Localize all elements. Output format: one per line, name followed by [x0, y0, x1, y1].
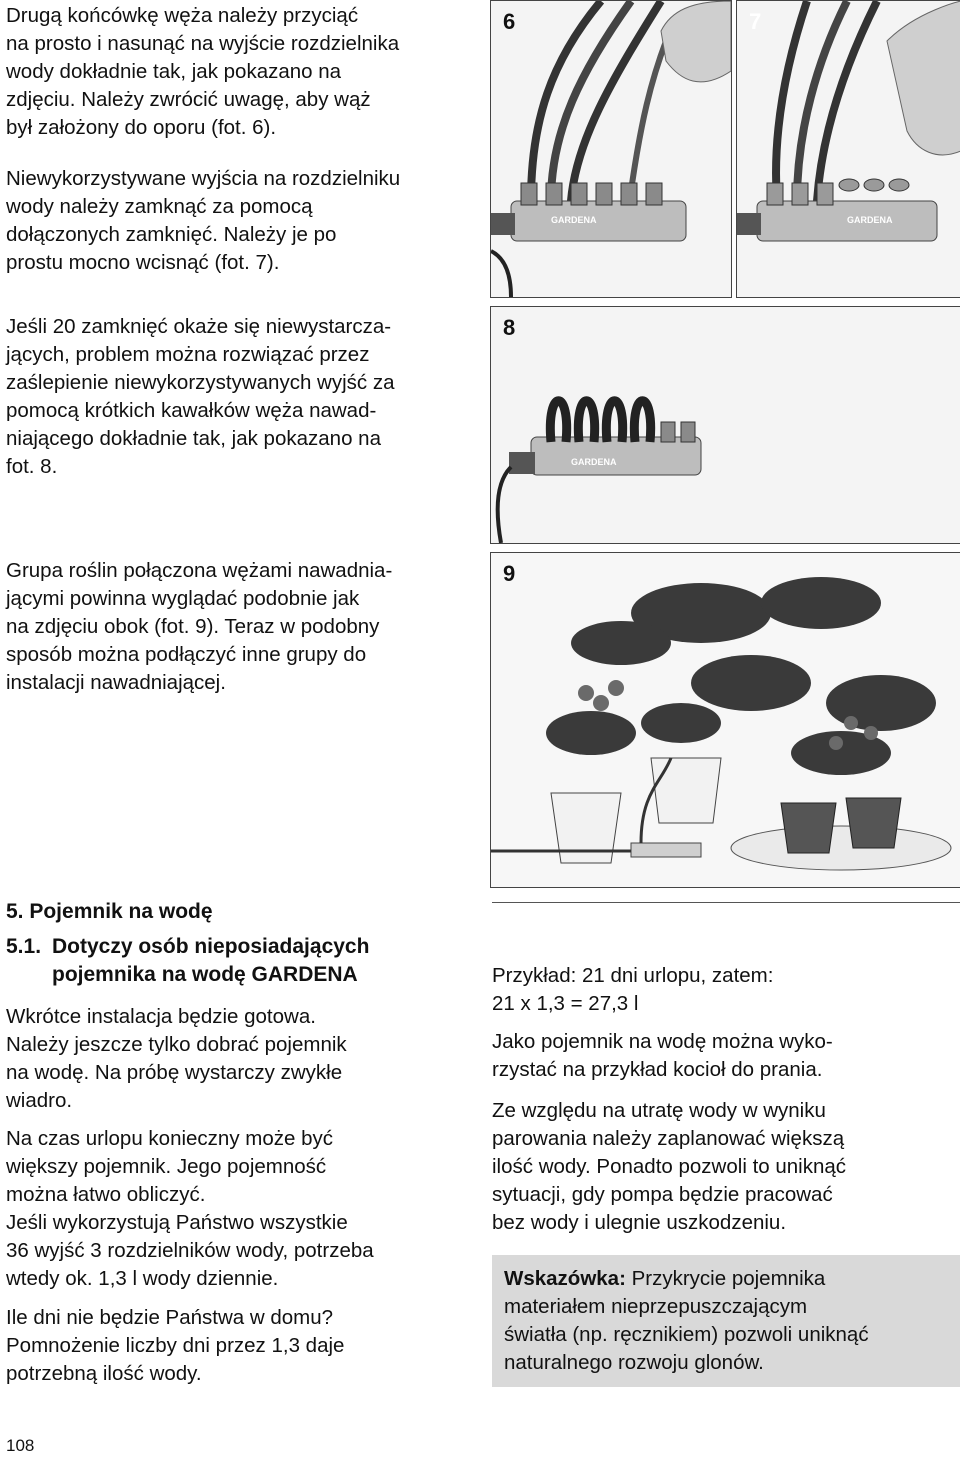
- photo-label: 9: [503, 561, 516, 586]
- paragraph-container-intro: Wkrótce instalacja będzie gotowa. Należy jeszcze tylko dobrać pojemnik na wodę. Na próbę wystarczy zwykłe wiadro.: [6, 1005, 347, 1112]
- photo-label: 8: [503, 315, 516, 340]
- photo-fot-6: [490, 0, 732, 298]
- paragraph-unused-outlets: Niewykorzystywane wyjścia na rozdzielniku wody należy zamknąć za pomocą dołączonych zamknięć. Należy je po prostu mocno wcisnąć (fot. 7).: [6, 167, 401, 274]
- tip-box: [492, 1255, 960, 1387]
- paragraph-plant-group: Grupa roślin połączona wężami nawadnia- jącymi powinna wyglądać podobnie jak na zdjęciu obok (fot. 9). Teraz w podobny sposób można podłączyć inne grupy do instalacji nawadniającej.: [6, 559, 393, 694]
- subsection-number: 5.1.: [6, 935, 42, 958]
- brand-logo: GARDENA: [571, 457, 617, 467]
- photo-label: 7: [749, 9, 762, 34]
- photo-fot-9: [490, 552, 960, 888]
- subsection-heading: Dotyczy osób nieposiadających pojemnika na wodę GARDENA: [52, 935, 370, 986]
- photo-fot-7: [736, 0, 960, 298]
- tip-text: Przykrycie pojemnika materiałem nieprzepuszczającym światła (np. ręcznikiem) pozwoli uniknąć naturalnego rozwoju glonów.: [504, 1267, 869, 1374]
- brand-logo: GARDENA: [847, 215, 893, 225]
- paragraph-hose-cut: Drugą końcówkę węża należy przyciąć na prosto i nasunąć na wyjście rozdzielnika wody dokładnie tak, jak pokazano na zdjęciu. Należy zwrócić uwagę, aby wąż był założony do oporu (fot. 6).: [6, 4, 400, 139]
- section-divider: [492, 902, 960, 903]
- section-heading: 5. Pojemnik na wodę: [6, 900, 213, 923]
- paragraph-example: Przykład: 21 dni urlopu, zatem: 21 x 1,3 = 27,3 l: [492, 964, 774, 1015]
- paragraph-boiler: Jako pojemnik na wodę można wyko- rzystać na przykład kocioł do prania.: [492, 1030, 833, 1081]
- paragraph-evaporation: Ze względu na utratę wody w wyniku parowania należy zaplanować większą ilość wody. Ponadto pozwoli to uniknąć sytuacji, gdy pompa będzie pracować bez wody i ulegnie uszkodzeniu.: [492, 1099, 847, 1234]
- page-number: 108: [6, 1436, 35, 1455]
- photo-label: 6: [503, 9, 516, 34]
- brand-logo: GARDENA: [551, 215, 597, 225]
- tip-label: Wskazówka:: [504, 1267, 626, 1290]
- paragraph-days-question: Ile dni nie będzie Państwa w domu? Pomnożenie liczby dni przez 1,3 daje potrzebną ilość wody.: [6, 1306, 345, 1385]
- photo-fot-8: [490, 306, 960, 544]
- paragraph-caps-shortage: Jeśli 20 zamknięć okaże się niewystarcza- jących, problem można rozwiązać przez zaślepienie niewykorzystywanych wyjść za pomocą krótkich kawałków węża nawad- niającego dokładnie tak, jak pokazano na fot. 8.: [6, 315, 395, 478]
- paragraph-container-size: Na czas urlopu konieczny może być większy pojemnik. Jego pojemność można łatwo obliczyć. Jeśli wykorzystują Państwo wszystkie 36 wyjść 3 rozdzielników wody, potrzeba wtedy ok. 1,3 l wody dziennie.: [6, 1127, 374, 1290]
